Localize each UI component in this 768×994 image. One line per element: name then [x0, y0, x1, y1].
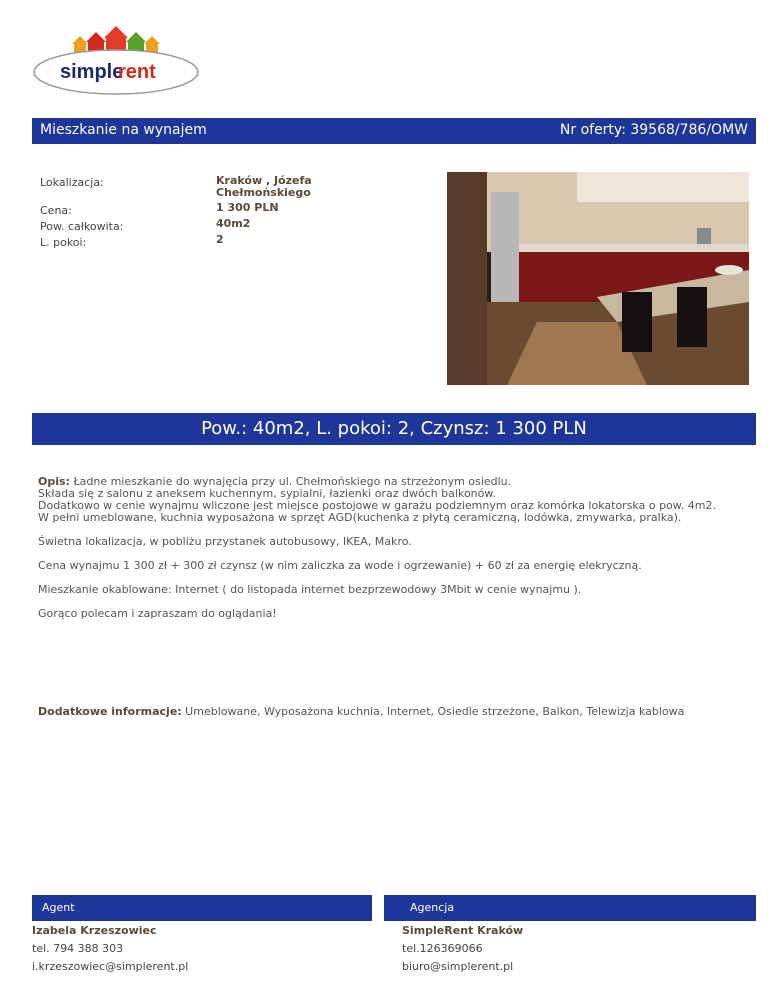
listing-type-title: Mieszkanie na wynajem	[40, 122, 207, 138]
apartment-photo[interactable]	[447, 172, 749, 385]
agent-email[interactable]: i.krzeszowiec@simplerent.pl	[32, 960, 189, 973]
agent-heading-bar	[32, 895, 372, 921]
description-text-3: Dodatkowo w cenie wynajmu wliczone jest miejsce postojowe w garażu podziemnym oraz komórka lokatorska o pow. 4m2.	[38, 499, 716, 512]
agent-heading: Agent	[42, 901, 75, 914]
detail-label-location: Lokalizacja:	[40, 176, 104, 189]
additional-info-label: Dodatkowe informacje:	[38, 705, 182, 718]
agency-heading-bar	[384, 895, 756, 921]
agent-name: Izabela Krzeszowiec	[32, 924, 157, 937]
description-text-2: Składa się z salonu z aneksem kuchennym, sypialni, łazienki oraz dwóch balkonów.	[38, 487, 496, 500]
agency-email[interactable]: biuro@simplerent.pl	[402, 960, 514, 973]
detail-value-price: 1 300 PLN	[216, 201, 279, 214]
additional-info	[38, 705, 748, 718]
offer-number: Nr oferty: 39568/786/OMW	[559, 122, 748, 138]
agency-phone[interactable]: tel.126369066	[402, 942, 483, 955]
agency-name: SimpleRent Kraków	[402, 924, 524, 937]
description-text-4: W pełni umeblowane, kuchnia wyposażona w sprzęt AGD(kuchenka z płytą ceramiczną, lodówka, zmywarka, pralka).	[38, 511, 682, 524]
summary-text: Pow.: 40m2, L. pokoi: 2, Czynsz: 1 300 PLN	[201, 418, 587, 439]
detail-value-area: 40m2	[216, 217, 251, 230]
description-paragraph-2: Świetna lokalizacja, w pobliżu przystanek autobusowy, IKEA, Makro.	[38, 535, 412, 548]
description-paragraph-4: Mieszkanie okablowane: Internet ( do listopada internet bezprzewodowy 3Mbit w cenie wynajmu ).	[38, 583, 582, 596]
additional-info-text: Umeblowane, Wyposażona kuchnia, Internet, Osiedle strzeżone, Balkon, Telewizja kablowa	[181, 705, 685, 718]
description-label: Opis:	[38, 475, 70, 488]
simplerent-logo	[30, 20, 202, 100]
agent-phone[interactable]: tel. 794 388 303	[32, 942, 124, 955]
houses-icon	[72, 26, 160, 52]
description	[38, 476, 738, 632]
detail-label-area: Pow. całkowita:	[40, 220, 124, 233]
logo-text-rent: rent	[118, 61, 156, 83]
detail-value-rooms: 2	[216, 233, 224, 246]
logo-text-simple: simple	[60, 61, 124, 83]
description-paragraph-3: Cena wynajmu 1 300 zł + 300 zł czynsz (w nim zaliczka za wode i ogrzewanie) + 60 zł za energię elekryczną.	[38, 559, 642, 572]
description-paragraph-5: Gorąco polecam i zapraszam do oglądania!	[38, 607, 277, 620]
detail-value-location: Kraków , Józefa Chełmońskiego	[216, 174, 312, 199]
description-paragraph-1	[38, 476, 738, 524]
header-bar	[32, 118, 756, 144]
description-text-1: Ładne mieszkanie do wynajęcia przy ul. Chełmońskiego na strzeżonym osiedlu.	[69, 475, 512, 488]
summary-bar	[32, 413, 756, 445]
agency-contact	[402, 922, 523, 976]
agency-heading: Agencja	[410, 901, 455, 914]
detail-label-price: Cena:	[40, 204, 72, 217]
detail-label-rooms: L. pokoi:	[40, 236, 87, 249]
agent-contact	[32, 922, 188, 976]
